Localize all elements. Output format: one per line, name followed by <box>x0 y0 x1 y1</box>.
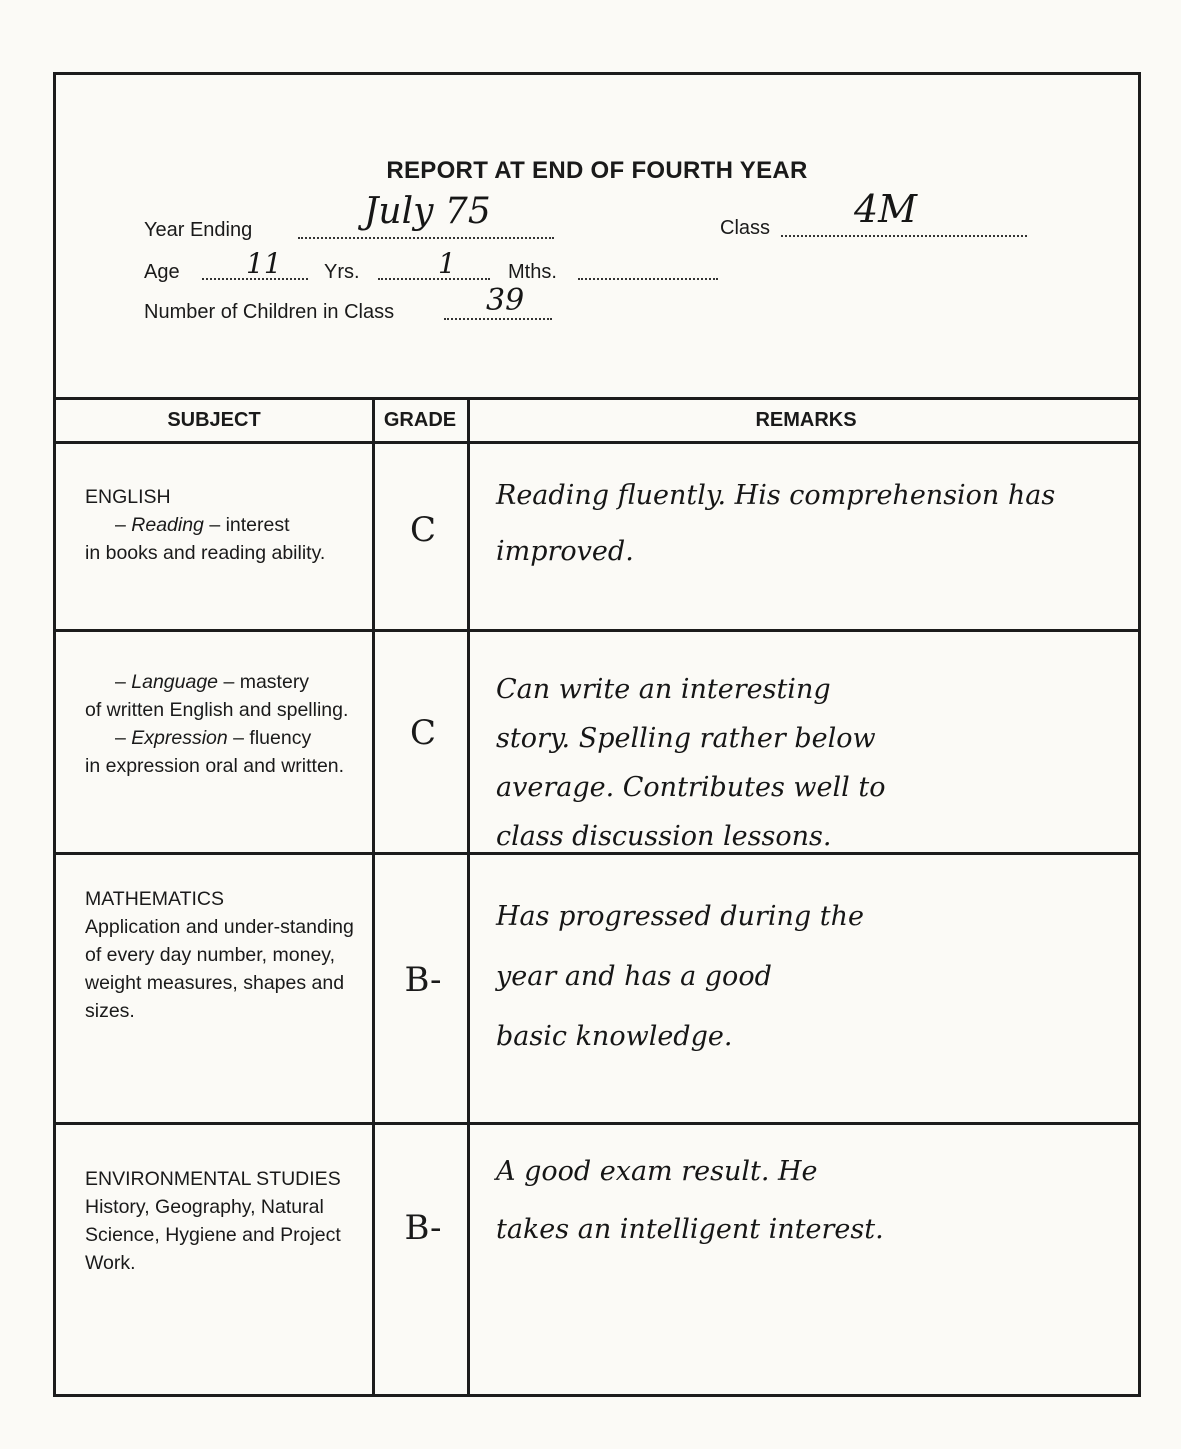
language-subject <box>85 668 370 780</box>
row-divider-3 <box>56 1122 1138 1125</box>
class-value: 4M <box>854 187 918 231</box>
environmental-remark <box>496 1143 1136 1259</box>
expression-description: in expression oral and written. <box>85 755 345 777</box>
reading-description: in books and reading ability. <box>85 542 326 564</box>
language-grade: C <box>409 713 436 753</box>
environmental-grade: B- <box>404 1208 442 1248</box>
remark-line: story. Spelling rather below <box>496 723 876 754</box>
mathematics-remark <box>496 887 1136 1067</box>
report-title: REPORT AT END OF FOURTH YEAR <box>386 157 808 184</box>
mathematics-description: Application and under-standing of every day number, money, weight measures, shapes and sizes. <box>85 916 354 1022</box>
remark-line: Can write an interesting <box>496 674 831 705</box>
year-ending-dots <box>298 235 554 239</box>
environmental-description: History, Geography, Natural Science, Hygiene and Project Work. <box>85 1196 341 1274</box>
language-description: of written English and spelling. <box>85 699 349 721</box>
language-line: – Language – mastery <box>115 671 310 693</box>
report-form <box>53 72 1141 1397</box>
age-months-value: 1 <box>438 247 456 280</box>
environmental-title: ENVIRONMENTAL STUDIES <box>85 1168 341 1190</box>
header-row-divider <box>56 441 1138 444</box>
remark-line: takes an intelligent interest. <box>496 1214 884 1245</box>
remarks-header: REMARKS <box>755 409 857 431</box>
report-header <box>56 75 1138 400</box>
class-label: Class <box>720 217 771 239</box>
english-title: ENGLISH <box>85 486 171 508</box>
remark-line: class discussion lessons. <box>496 821 832 852</box>
children-value: 39 <box>486 283 525 318</box>
class-dots <box>781 233 1027 237</box>
environmental-subject <box>85 1165 355 1277</box>
children-label: Number of Children in Class <box>144 301 395 323</box>
mathematics-grade: B- <box>404 960 442 1000</box>
grade-column-divider <box>372 397 375 1394</box>
age-label: Age <box>144 261 180 283</box>
grade-header: GRADE <box>383 409 457 431</box>
age-months-dots <box>378 276 490 280</box>
english-subject <box>85 483 370 567</box>
yrs-label: Yrs. <box>324 261 360 283</box>
language-remark <box>496 665 1136 861</box>
year-ending-value: July 75 <box>364 191 491 232</box>
remark-line: year and has a good <box>496 961 772 992</box>
remark-line: average. Contributes well to <box>496 772 886 803</box>
mathematics-title: MATHEMATICS <box>85 888 225 910</box>
remark-line: Has progressed during the <box>496 901 864 932</box>
subject-header: SUBJECT <box>167 409 261 431</box>
year-ending-label: Year Ending <box>144 219 253 241</box>
mths-dots <box>578 276 718 280</box>
expression-line: – Expression – fluency <box>115 727 312 749</box>
english-grade: C <box>409 510 436 550</box>
mathematics-subject <box>85 885 370 1025</box>
english-remark: Reading fluently. His comprehension has improved. <box>496 480 1056 567</box>
age-years-value: 11 <box>246 247 282 280</box>
remark-line: A good exam result. He <box>496 1156 818 1187</box>
mths-label: Mths. <box>508 261 557 283</box>
remark-line: basic knowledge. <box>496 1021 733 1052</box>
row-divider-1 <box>56 629 1138 632</box>
reading-line: – Reading – interest <box>115 514 290 536</box>
